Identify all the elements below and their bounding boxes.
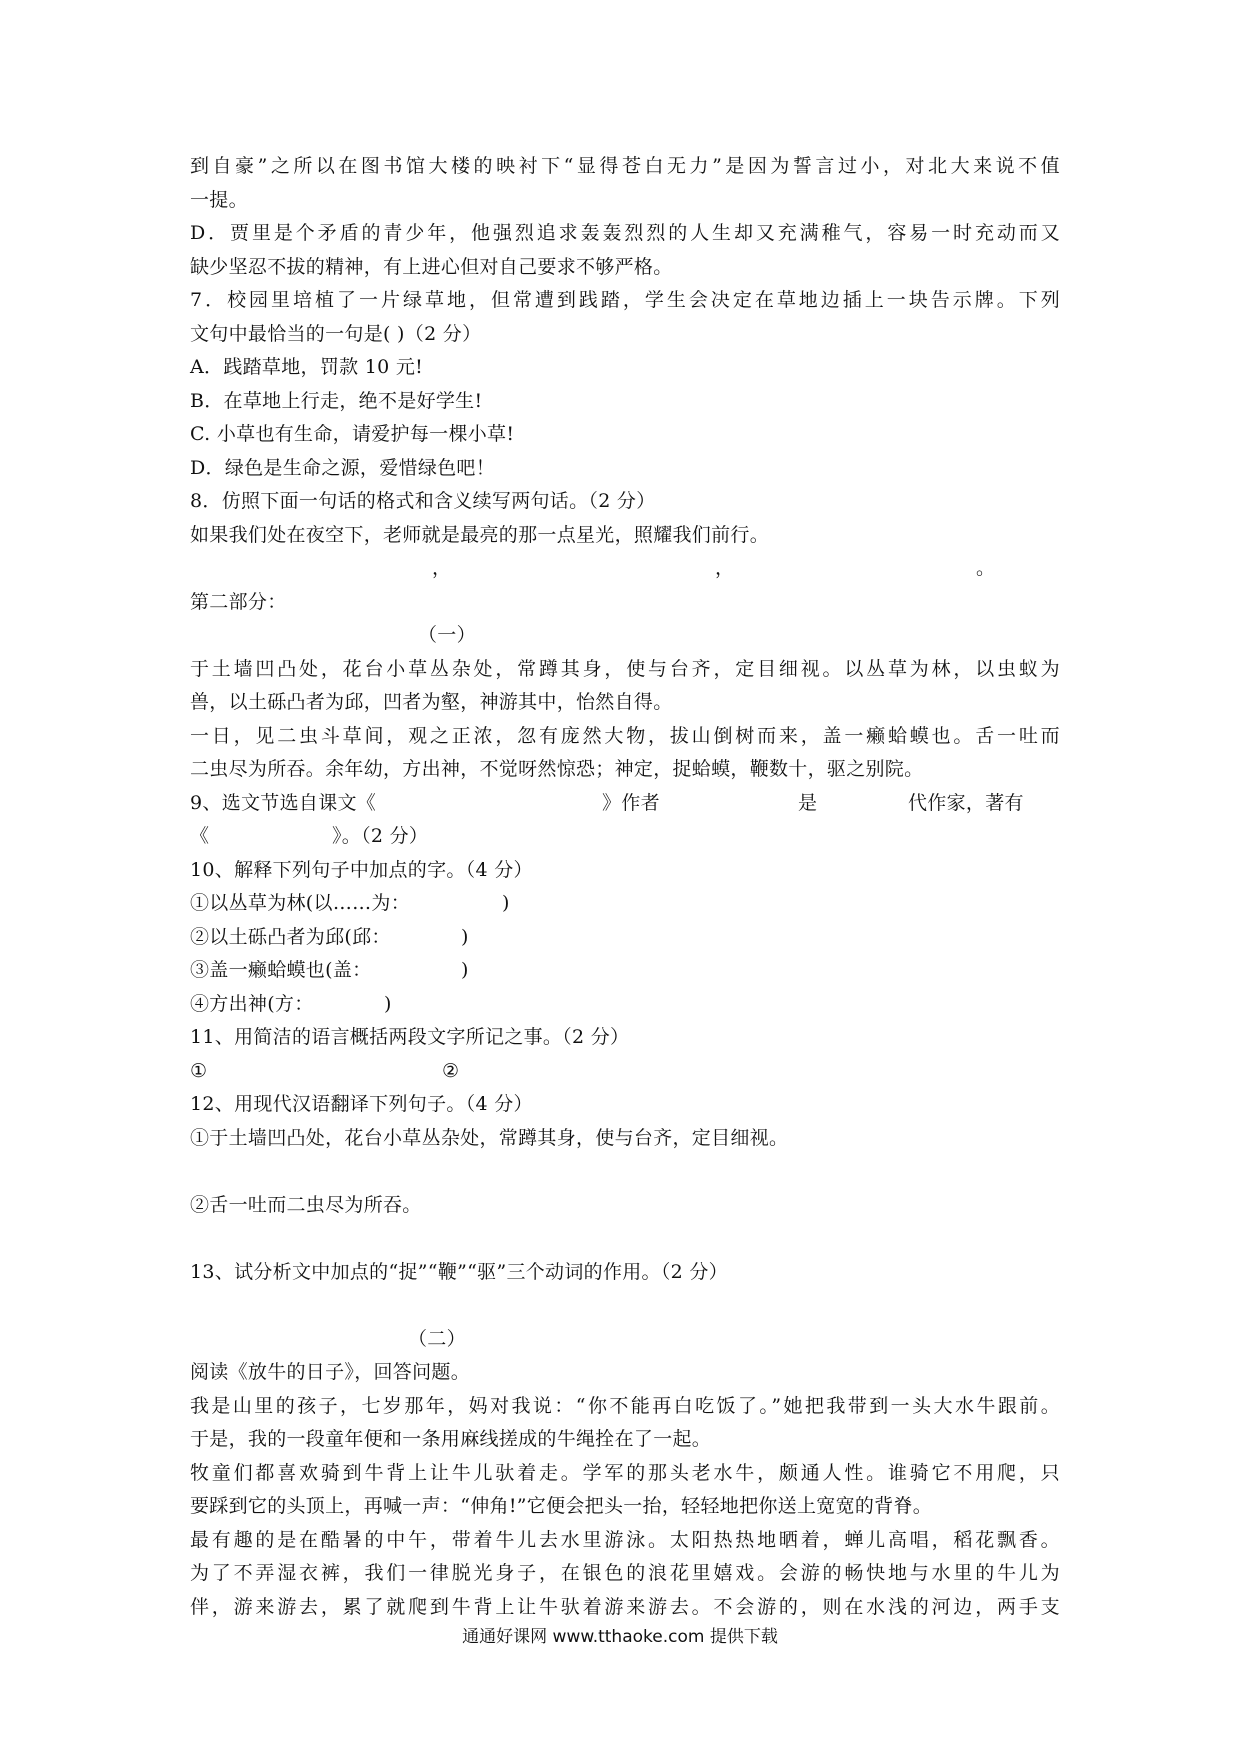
q10-item-close: ) xyxy=(461,959,469,981)
question-9 xyxy=(190,787,1060,821)
document-body xyxy=(190,150,1060,1624)
question-12: 12、用现代汉语翻译下列句子。（4 分） xyxy=(190,1093,533,1115)
passage-line: 于土墙凹凸处，花台小草丛杂处，常蹲其身，使与台齐，定目细视。以丛草为林，以虫蚁为 xyxy=(190,657,1060,680)
q10-item-close: ) xyxy=(502,892,510,914)
q11-mark: ② xyxy=(442,1059,460,1082)
q12-sentence: ①于土墙凹凸处，花台小草丛杂处，常蹲其身，使与台齐，定目细视。 xyxy=(190,1126,789,1149)
q11-mark: ① xyxy=(190,1059,208,1082)
question-13: 13、试分析文中加点的“捉”“鞭”“驱”三个动词的作用。（2 分） xyxy=(190,1260,728,1283)
passage2-line: 最有趣的是在酷暑的中午，带着牛儿去水里游泳。太阳热热地晒着，蝉儿高唱，稻花飘香。 xyxy=(190,1528,1060,1551)
comma-mark: ， xyxy=(432,557,452,579)
passage2-line: 牧童们都喜欢骑到牛背上让牛儿驮着走。学军的那头老水牛，颇通人性。谁骑它不用爬，只 xyxy=(190,1461,1060,1484)
section-two-title: （二） xyxy=(408,1327,466,1350)
section-one-title: （一） xyxy=(418,624,476,646)
q10-item-close: ) xyxy=(384,992,392,1015)
text-line: 到自豪”之所以在图书馆大楼的映衬下“显得苍白无力”是因为誓言过小，对北大来说不值 xyxy=(190,155,1060,177)
question-10: 10、解释下列句子中加点的字。（4 分） xyxy=(190,858,533,881)
question-7: 7．校园里培植了一片绿草地，但常遭到践踏，学生会决定在草地边插上一块告示牌。下列 xyxy=(190,289,1060,311)
option-d-line: D．贾里是个矛盾的青少年，他强烈追求轰轰烈烈的人生却又充满稚气，容易一时充动而又 xyxy=(190,222,1060,244)
question-11: 11、用简洁的语言概括两段文字所记之事。（2 分） xyxy=(190,1026,630,1048)
passage-line: 二虫尽为所吞。余年幼，方出神，不觉呀然惊恐；神定，捉蛤蟆，鞭数十，驱之别院。 xyxy=(190,758,924,780)
q10-item xyxy=(190,954,1060,988)
q9-part: 代作家，著有 xyxy=(908,791,1024,814)
option-c: C. 小草也有生命，请爱护每一棵小草! xyxy=(190,423,515,445)
text-line: 缺少坚忍不拔的精神，有上进心但对自己要求不够严格。 xyxy=(190,255,673,278)
q10-item-text: ③盖一癞蛤蟆也(盖： xyxy=(190,959,372,981)
q11-answer-line xyxy=(190,1055,1060,1089)
q10-item xyxy=(190,988,1060,1022)
option-d: D．绿色是生命之源，爱惜绿色吧！ xyxy=(190,456,496,479)
passage-line: 一日，见二虫斗草间，观之正浓，忽有庞然大物，拔山倒树而来，盖一癞蛤蟆也。舌一吐而 xyxy=(190,724,1060,747)
q9-part: 9、选文节选自课文《 xyxy=(190,791,377,814)
comma-mark: ， xyxy=(715,557,735,579)
passage2-line: 于是，我的一段童年便和一条用麻线搓成的牛绳拴在了一起。 xyxy=(190,1428,712,1450)
option-a: A．践踏草地，罚款 10 元! xyxy=(190,356,424,378)
answer-blank-line xyxy=(190,552,1060,586)
part-two-label: 第二部分： xyxy=(190,590,287,613)
passage2-line: 伴，游来游去，累了就爬到牛背上让牛驮着游来游去。不会游的，则在水浅的河边，两手支 xyxy=(190,1595,1060,1618)
q9-part: 》。（2 分） xyxy=(332,825,429,847)
page-footer: 通通好课网 www.tthaoke.com 提供下载 xyxy=(462,1627,778,1647)
q9-part: 《 xyxy=(190,825,210,847)
q10-item-close: ) xyxy=(461,925,469,948)
text-line: 一提。 xyxy=(190,188,248,211)
passage2-line: 我是山里的孩子，七岁那年，妈对我说：“你不能再白吃饭了。”她把我带到一头大水牛跟前。 xyxy=(190,1394,1060,1417)
question-8: 8．仿照下面一句话的格式和含义续写两句话。（2 分） xyxy=(190,490,656,512)
passage2-line: 阅读《放牛的日子》，回答问题。 xyxy=(190,1361,471,1383)
question-7-prompt: 文句中最恰当的一句是( )（2 分） xyxy=(190,322,482,345)
passage2-line: 要踩到它的头顶上，再喊一声：“伸角!”它便会把头一抬，轻轻地把你送上宽宽的背脊。 xyxy=(190,1495,933,1517)
q10-item-text: ②以土砾凸者为邱(邱： xyxy=(190,925,391,948)
example-sentence: 如果我们处在夜空下，老师就是最亮的那一点星光，照耀我们前行。 xyxy=(190,523,770,546)
q10-item xyxy=(190,921,1060,955)
q12-sentence: ②舌一吐而二虫尽为所吞。 xyxy=(190,1193,422,1216)
question-9-cont xyxy=(190,820,1060,854)
option-b: B．在草地上行走，绝不是好学生! xyxy=(190,389,483,412)
q10-item-text: ①以丛草为林(以……为： xyxy=(190,892,411,914)
q10-item xyxy=(190,887,1060,921)
q10-item-text: ④方出神(方： xyxy=(190,992,314,1015)
q9-part: 》作者 xyxy=(602,791,660,814)
passage-line: 兽，以土砾凸者为邱，凹者为壑，神游其中，怡然自得。 xyxy=(190,691,673,713)
period-mark: 。 xyxy=(976,557,996,579)
q9-part: 是 xyxy=(798,791,818,814)
passage2-line: 为了不弄湿衣裤，我们一律脱光身子，在银色的浪花里嬉戏。会游的畅快地与水里的牛儿为 xyxy=(190,1562,1060,1584)
